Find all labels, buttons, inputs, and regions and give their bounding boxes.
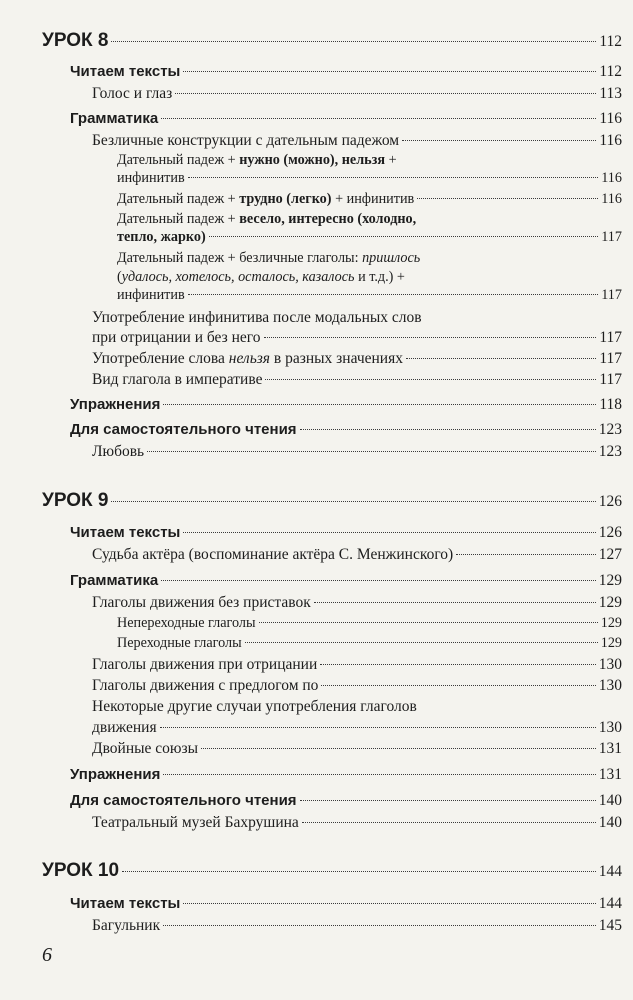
dot-leader: [259, 622, 598, 623]
section-title: Грамматика: [70, 110, 159, 127]
entry-title: Глаголы движения с предлогом по: [92, 677, 319, 694]
toc-section-reading: [70, 895, 622, 913]
dot-leader: [188, 294, 599, 295]
toc-entry: [92, 132, 622, 150]
toc-entry-line: Употребление инфинитива после модальных слов: [92, 309, 422, 326]
entry-title: при отрицании и без него: [92, 329, 261, 346]
entry-bold: нужно (можно), нельзя: [239, 152, 386, 168]
toc-section-exercises: [70, 396, 622, 414]
toc-entry: [92, 917, 622, 935]
entry-title: Двойные союзы: [92, 740, 199, 757]
toc-section-exercises: [70, 766, 622, 784]
page-number: 117: [601, 287, 622, 303]
entry-italic: удалось, хотелось, осталось, казалось: [121, 269, 355, 285]
page-number: 129: [598, 594, 622, 611]
page-number: 117: [599, 371, 622, 388]
page-number: 130: [598, 719, 622, 736]
entry-italic: пришлось: [362, 250, 421, 266]
toc-subentry: [117, 170, 622, 187]
entry-title: [117, 191, 414, 208]
dot-leader: [160, 727, 596, 728]
dot-leader: [163, 774, 595, 775]
dot-leader: [402, 140, 596, 141]
page-number: 113: [599, 85, 622, 102]
dot-leader: [183, 71, 596, 72]
entry-title: Театральный музей Бахрушина: [92, 814, 299, 831]
entry-text: +: [385, 152, 397, 168]
page-number: 118: [599, 396, 622, 413]
dot-leader: [163, 925, 596, 926]
entry-title: [92, 350, 403, 368]
toc-entry: [92, 594, 622, 612]
page-number: 126: [598, 493, 622, 510]
section-title: Для самостоятельного чтения: [70, 421, 297, 438]
section-title: Упражнения: [70, 766, 161, 783]
entry-text: в разных значениях: [270, 350, 403, 367]
toc-entry: [92, 656, 622, 674]
page-number: 129: [600, 635, 622, 651]
entry-title: Безличные конструкции с дательным падежом: [92, 132, 400, 149]
toc-entry: [92, 329, 622, 347]
lesson-title: УРОК 10: [42, 860, 120, 881]
entry-title: Голос и глаз: [92, 85, 173, 102]
toc-entry: [92, 740, 622, 758]
section-title: Для самостоятельного чтения: [70, 792, 297, 809]
entry-text: Дательный падеж + безличные глаголы:: [117, 250, 363, 266]
toc-section-reading: [70, 524, 622, 542]
page-number: 117: [599, 329, 622, 346]
page-number: 123: [598, 443, 622, 460]
toc-lesson-8: [42, 30, 622, 52]
entry-italic: нельзя: [228, 350, 270, 367]
dot-leader: [264, 337, 597, 338]
section-title: Упражнения: [70, 396, 161, 413]
dot-leader: [188, 177, 599, 178]
dot-leader: [456, 554, 596, 555]
section-title: Грамматика: [70, 572, 159, 589]
toc-section-self-reading: [70, 421, 622, 439]
dot-leader: [201, 748, 596, 749]
entry-text: Дательный падеж +: [117, 152, 240, 168]
toc-section-grammar: [70, 110, 622, 128]
page-number: 131: [598, 766, 622, 783]
section-title: Читаем тексты: [70, 524, 181, 541]
page-number: 117: [599, 350, 622, 367]
lesson-title: УРОК 9: [42, 490, 109, 511]
toc-entry: [92, 814, 622, 832]
dot-leader: [406, 358, 596, 359]
toc-subentry: [117, 615, 622, 632]
toc-lesson-10: [42, 860, 622, 882]
page-number: 144: [598, 863, 622, 880]
toc-subentry: [117, 191, 622, 208]
dot-leader: [175, 93, 596, 94]
dot-leader: [302, 822, 596, 823]
page-number: 131: [598, 740, 622, 757]
dot-leader: [161, 118, 596, 119]
entry-text: и т.д.) +: [354, 269, 405, 285]
toc-entry: [92, 443, 622, 461]
toc-entry: [92, 371, 622, 389]
toc-lesson-9: [42, 490, 622, 512]
entry-title: Глаголы движения при отрицании: [92, 656, 318, 673]
entry-title: Судьба актёра (воспоминание актёра С. Менжинского): [92, 546, 454, 563]
dot-leader: [300, 800, 596, 801]
dot-leader: [314, 602, 596, 603]
section-title: Читаем тексты: [70, 63, 181, 80]
entry-bold: трудно (легко): [239, 191, 332, 207]
lesson-title: УРОК 8: [42, 30, 109, 51]
entry-bold: весело, интересно (холодно,: [239, 211, 417, 227]
page-number: 130: [598, 677, 622, 694]
page-number: 116: [599, 110, 622, 127]
entry-title: Багульник: [92, 917, 161, 934]
toc-subentry: [117, 635, 622, 652]
toc-entry: [92, 350, 622, 368]
dot-leader: [161, 580, 596, 581]
page-number: 140: [598, 792, 622, 809]
toc-entry: [92, 677, 622, 695]
dot-leader: [245, 642, 598, 643]
entry-text: Дательный падеж +: [117, 211, 240, 227]
toc-entry: [92, 719, 622, 737]
entry-title: движения: [92, 719, 157, 736]
entry-title: инфинитив: [117, 287, 185, 303]
page-number: 145: [598, 917, 622, 934]
page-number: 144: [598, 895, 622, 912]
entry-text: + инфинитив: [331, 191, 415, 207]
page-number: 129: [600, 615, 622, 631]
dot-leader: [300, 429, 596, 430]
dot-leader: [183, 532, 595, 533]
page-number: 112: [599, 63, 622, 80]
dot-leader: [320, 664, 595, 665]
page-number: 130: [598, 656, 622, 673]
toc-subentry: [117, 229, 622, 246]
entry-text: Употребление слова: [92, 350, 229, 367]
page-number: 126: [598, 524, 622, 541]
toc-subentry: [117, 287, 622, 304]
dot-leader: [209, 236, 599, 237]
page-number: 123: [598, 421, 622, 438]
dot-leader: [265, 379, 596, 380]
page-number: 140: [598, 814, 622, 831]
page-number: 112: [599, 33, 622, 50]
toc-subentry-line: [117, 211, 416, 228]
dot-leader: [163, 404, 596, 405]
entry-title: Глаголы движения без приставок: [92, 594, 311, 611]
toc-entry: [92, 85, 622, 103]
page-number: 127: [598, 546, 622, 563]
toc-section-self-reading: [70, 792, 622, 810]
dot-leader: [183, 903, 595, 904]
entry-title: Непереходные глаголы: [117, 615, 256, 631]
toc-section-grammar: [70, 572, 622, 590]
page-number: 117: [601, 229, 622, 245]
dot-leader: [122, 871, 596, 872]
toc-entry-line: Некоторые другие случаи употребления глаголов: [92, 698, 417, 715]
entry-bold: тепло, жарко): [117, 229, 206, 245]
entry-text: Дательный падеж +: [117, 191, 240, 207]
entry-title: [117, 229, 206, 246]
toc-subentry-line: [117, 250, 420, 267]
dot-leader: [321, 685, 595, 686]
page-number: 116: [601, 191, 622, 207]
page-number: 116: [599, 132, 622, 149]
toc-section-reading: [70, 63, 622, 81]
entry-title: Переходные глаголы: [117, 635, 242, 651]
entry-title: Вид глагола в императиве: [92, 371, 263, 388]
toc-subentry-line: [117, 152, 397, 169]
page-number: 129: [598, 572, 622, 589]
dot-leader: [147, 451, 596, 452]
entry-title: инфинитив: [117, 170, 185, 186]
entry-title: Любовь: [92, 443, 145, 460]
page-folio-number: 6: [42, 944, 52, 966]
dot-leader: [417, 198, 598, 199]
dot-leader: [111, 501, 595, 502]
toc-entry: [92, 546, 622, 564]
toc-subentry-line: [117, 269, 405, 286]
section-title: Читаем тексты: [70, 895, 181, 912]
entry-text: (: [117, 269, 122, 285]
page-number: 116: [601, 170, 622, 186]
dot-leader: [111, 41, 596, 42]
